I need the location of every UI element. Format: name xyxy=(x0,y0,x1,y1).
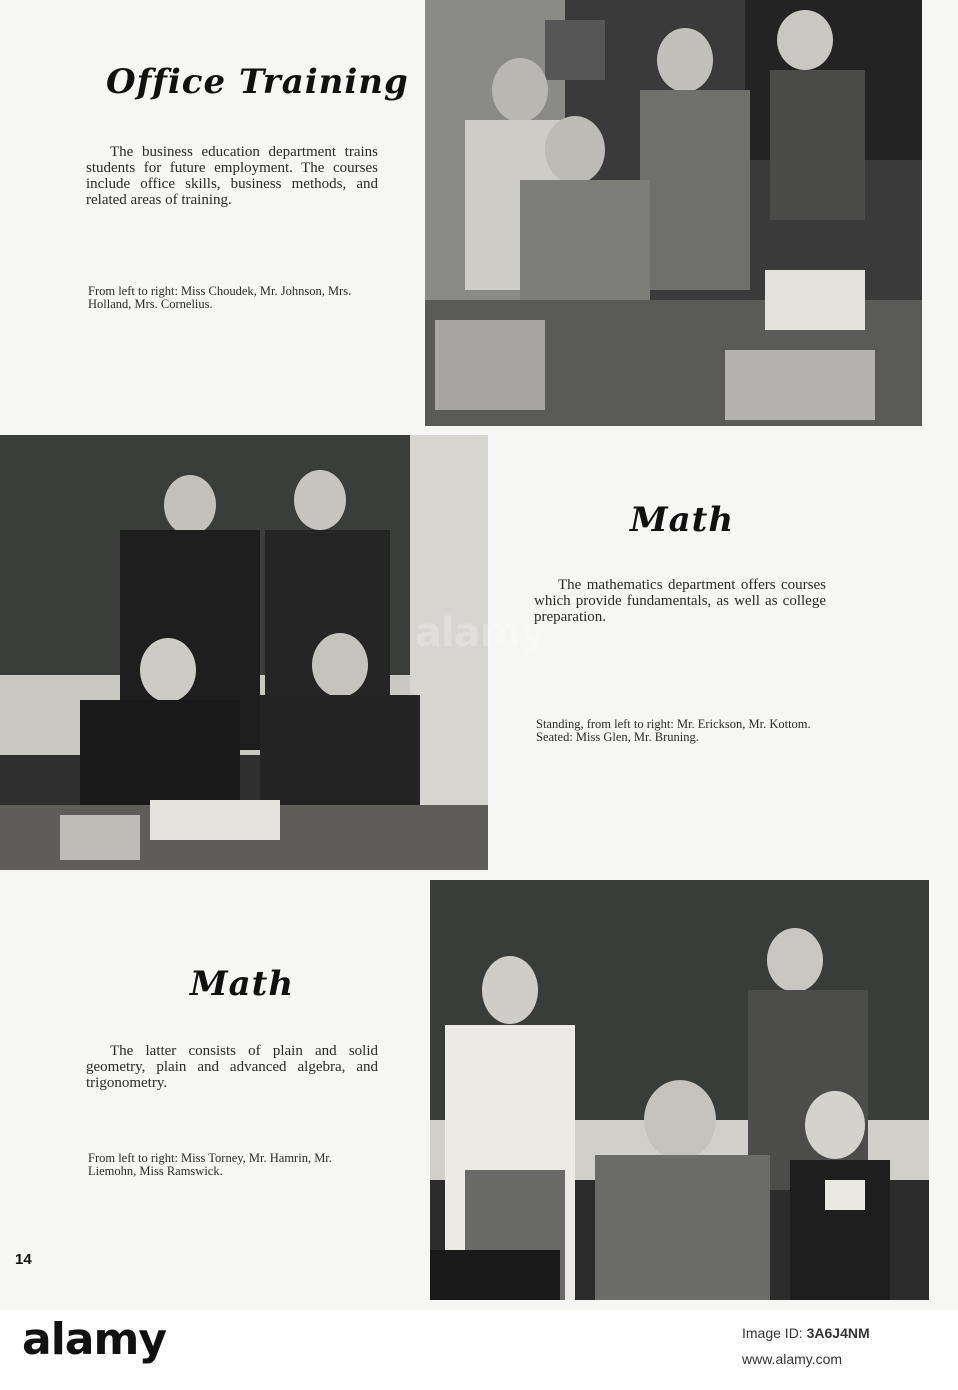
section-body-math-2: The latter consists of plain and solid geometry, plain and advanced algebra, and trigonometry. xyxy=(86,1043,378,1091)
section-title-office-training: Office Training xyxy=(106,62,409,102)
page-number: 14 xyxy=(15,1251,32,1268)
image-id-value: 3A6J4NM xyxy=(806,1325,870,1341)
math-department-photo-1 xyxy=(0,435,488,870)
photo-caption-office-training: From left to right: Miss Choudek, Mr. Johnson, Mrs. Holland, Mrs. Cornelius. xyxy=(88,284,352,311)
office-training-photo xyxy=(425,0,922,426)
photo-caption-math-1: Standing, from left to right: Mr. Erickson, Mr. Kottom. Seated: Miss Glen, Mr. Bruning. xyxy=(536,717,811,744)
section-body-office-training: The business education department trains students for future employment. The courses include office skills, business methods, and related areas of training. xyxy=(86,144,378,208)
section-title-math-1: Math xyxy=(630,500,735,540)
watermark: alamy xyxy=(415,610,546,656)
section-body-math-1: The mathematics department offers courses which provide fundamentals, as well as college preparation. xyxy=(534,577,826,625)
image-id-label: Image ID: xyxy=(742,1325,803,1341)
site-url[interactable]: www.alamy.com xyxy=(742,1351,843,1367)
alamy-logo[interactable]: alamy xyxy=(22,1314,166,1365)
image-id xyxy=(742,1325,870,1341)
math-department-photo-2 xyxy=(430,880,929,1300)
section-title-math-2: Math xyxy=(190,964,295,1004)
photo-caption-math-2: From left to right: Miss Torney, Mr. Hamrin, Mr. Liemohn, Miss Ramswick. xyxy=(88,1151,332,1178)
